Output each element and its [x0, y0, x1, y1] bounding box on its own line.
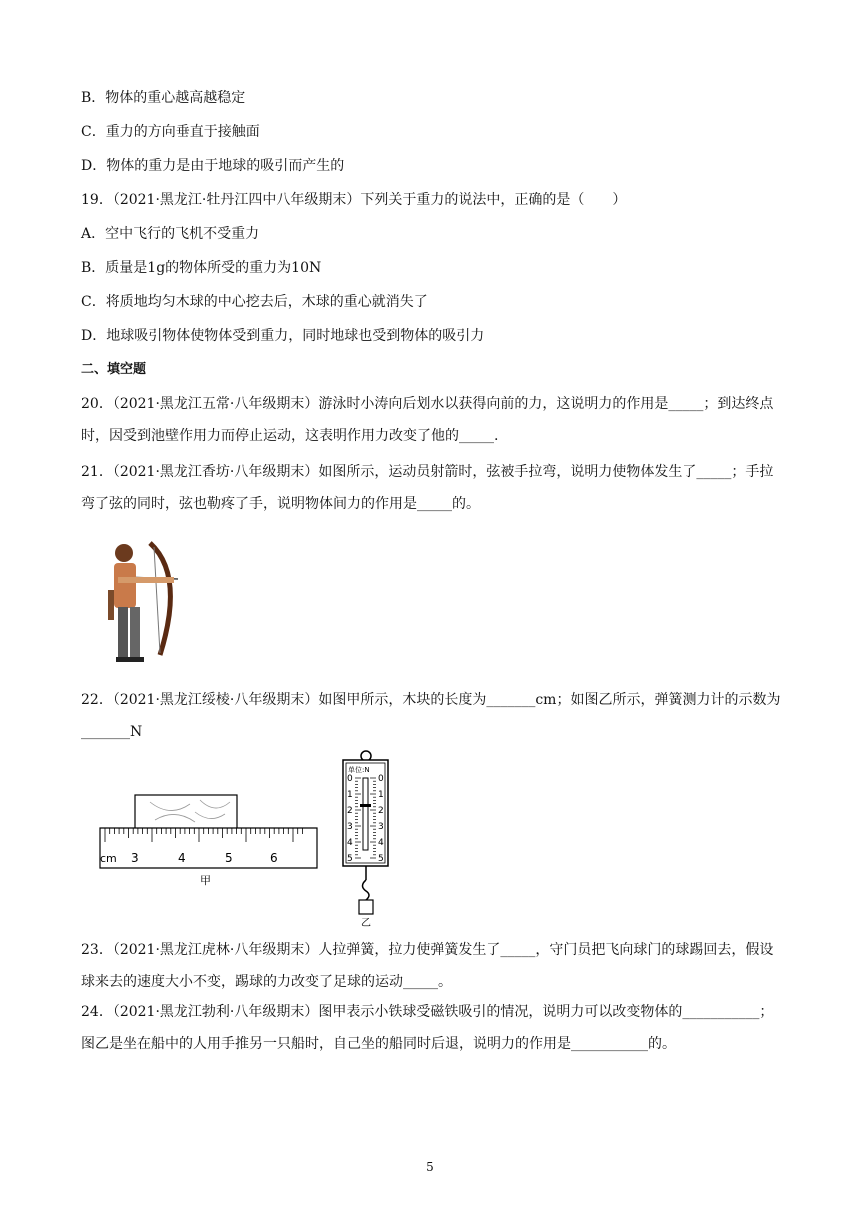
question-21: 21．（2021·黑龙江香坊·八年级期末）如图所示，运动员射箭时，弦被手拉弯，说明力使物体发生了_____；手拉弯了弦的同时，弦也勒疼了手，说明物体间力的作用是_____的。	[81, 464, 774, 512]
scale-tick-label: 5	[347, 854, 353, 864]
scale-tick-label: 4	[347, 838, 353, 848]
option-q19-c: C．将质地均匀木球的中心挖去后，木球的重心就消失了	[81, 294, 428, 310]
question-23: 23．（2021·黑龙江虎林·八年级期末）人拉弹簧，拉力使弹簧发生了_____，守门员把飞向球门的球踢回去，假设球来去的速度大小不变，踢球的力改变了足球的运动_____。	[81, 942, 774, 990]
scale-tick-label: 2	[378, 806, 384, 816]
question-19-stem: 19．（2021·黑龙江·牡丹江四中八年级期末）下列关于重力的说法中，正确的是（ ）	[81, 192, 627, 208]
ruler-unit-label: cm	[100, 852, 117, 865]
ruler-figure	[95, 790, 325, 890]
question-20: 20．（2021·黑龙江五常·八年级期末）游泳时小涛向后划水以获得向前的力，这说明力的作用是_____；到达终点时，因受到池壁作用力而停止运动，这表明作用力改变了他的_____.	[81, 396, 774, 444]
option-q19-b: B．质量是1g的物体所受的重力为10N	[81, 260, 322, 276]
option-q19-d: D．地球吸引物体使物体受到重力，同时地球也受到物体的吸引力	[81, 328, 485, 344]
question-22: 22．（2021·黑龙江绥棱·八年级期末）如图甲所示，木块的长度为_______cm；如图乙所示，弹簧测力计的示数为_______N	[81, 692, 781, 740]
spring-scale-figure	[335, 748, 395, 928]
scale-tick-label: 5	[378, 854, 384, 864]
ruler-tick-label: 5	[225, 851, 233, 865]
option-q18-d: D．物体的重力是由于地球的吸引而产生的	[81, 158, 345, 174]
ruler-tick-label: 4	[178, 851, 186, 865]
scale-tick-label: 2	[347, 806, 353, 816]
scale-tick-label: 1	[347, 790, 353, 800]
scale-tick-label: 0	[378, 774, 384, 784]
ruler-tick-label: 3	[131, 851, 139, 865]
scale-tick-label: 4	[378, 838, 384, 848]
scale-tick-label: 3	[347, 822, 353, 832]
option-q18-c: C．重力的方向垂直于接触面	[81, 124, 260, 140]
scale-tick-label: 1	[378, 790, 384, 800]
scale-tick-label: 3	[378, 822, 384, 832]
section-title: 二、填空题	[81, 362, 147, 377]
option-q18-b: B．物体的重心越高越稳定	[81, 90, 246, 106]
scale-tick-label: 0	[347, 774, 353, 784]
ruler-tick-label: 6	[270, 851, 278, 865]
option-q19-a: A．空中飞行的飞机不受重力	[81, 226, 260, 242]
scale-caption: 乙	[361, 918, 371, 928]
page-number: 5	[426, 1160, 434, 1174]
ruler-caption: 甲	[200, 874, 211, 887]
scale-unit-label: 单位:N	[348, 766, 370, 774]
question-24: 24．（2021·黑龙江勃利·八年级期末）图甲表示小铁球受磁铁吸引的情况，说明力可以改变物体的___________；图乙是坐在船中的人用手推另一只船时，自己坐的船同时后退，说明力的作用是___________的。	[81, 1004, 774, 1052]
archer-figure	[100, 535, 200, 670]
